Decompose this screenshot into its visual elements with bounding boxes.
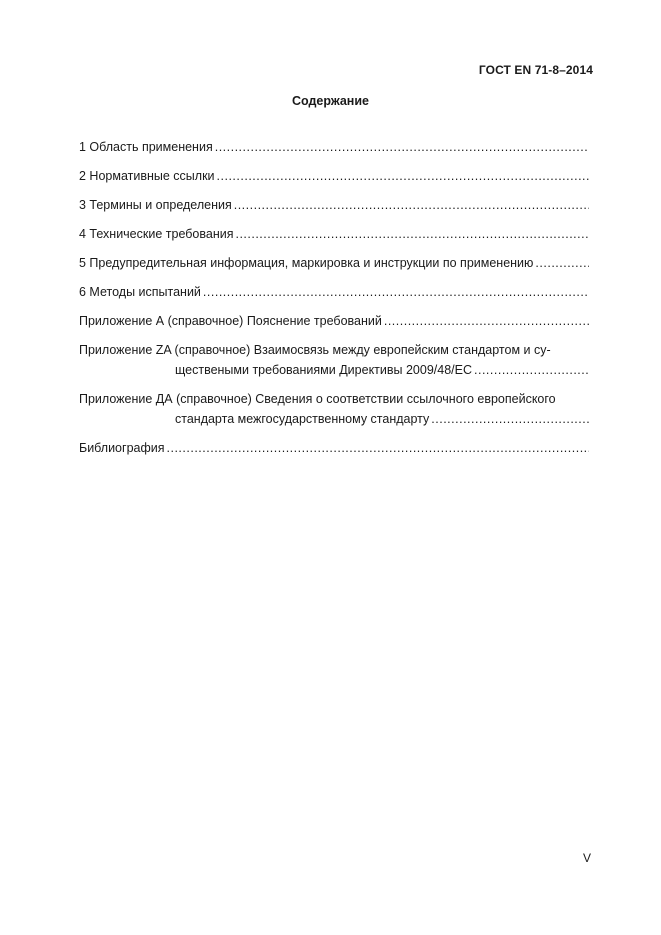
leader-dots (235, 227, 589, 242)
leader-dots (535, 256, 589, 271)
toc-entry-label: 3 Термины и определения (79, 198, 232, 212)
leader-dots (474, 363, 589, 378)
toc-entry-bibliography[interactable] (79, 441, 589, 456)
toc-entry-test-methods[interactable] (79, 285, 589, 300)
leader-dots (167, 441, 589, 456)
toc-entry-label-continued: ществеными требованиями Директивы 2009/48/EC (175, 363, 473, 377)
toc-entry-technical-requirements[interactable] (79, 227, 589, 242)
toc-entry-label: Приложение ZA (справочное) Взаимосвязь между европейским стандартом и су- (79, 343, 551, 357)
leader-dots (203, 285, 589, 300)
toc-entry-label-continued: стандарта межгосударственному стандарту (175, 412, 430, 426)
leader-dots (234, 198, 589, 213)
document-code: ГОСТ EN 71-8–2014 (478, 63, 593, 77)
page-number: V (583, 851, 592, 865)
toc-entry-label: Приложение ДА (справочное) Сведения о соответствии ссылочного европейского (79, 392, 556, 406)
leader-dots (215, 140, 589, 155)
toc-entry-annex-a[interactable] (79, 314, 589, 329)
toc-entry-warnings-marking[interactable] (79, 256, 589, 271)
toc-entry-label: Библиография (79, 441, 165, 455)
toc-entry-terms-definitions[interactable] (79, 198, 589, 213)
toc-entry-scope[interactable] (79, 140, 589, 155)
toc-entry-normative-references[interactable] (79, 169, 589, 184)
toc-entry-label: 6 Методы испытаний (79, 285, 201, 299)
leader-dots (384, 314, 589, 329)
toc-entry-label: Приложение А (справочное) Пояснение требований (79, 314, 382, 328)
toc-entry-annex-za[interactable] (79, 343, 589, 378)
leader-dots (217, 169, 589, 184)
leader-dots (431, 412, 589, 427)
toc-entry-label: 4 Технические требования (79, 227, 234, 241)
toc-entry-label: 1 Область применения (79, 140, 213, 154)
table-of-contents (79, 140, 589, 470)
toc-entry-label: 2 Нормативные ссылки (79, 169, 215, 183)
toc-entry-annex-da[interactable] (79, 392, 589, 427)
toc-title: Содержание (291, 94, 369, 108)
toc-entry-label: 5 Предупредительная информация, маркировка и инструкции по применению (79, 256, 534, 270)
